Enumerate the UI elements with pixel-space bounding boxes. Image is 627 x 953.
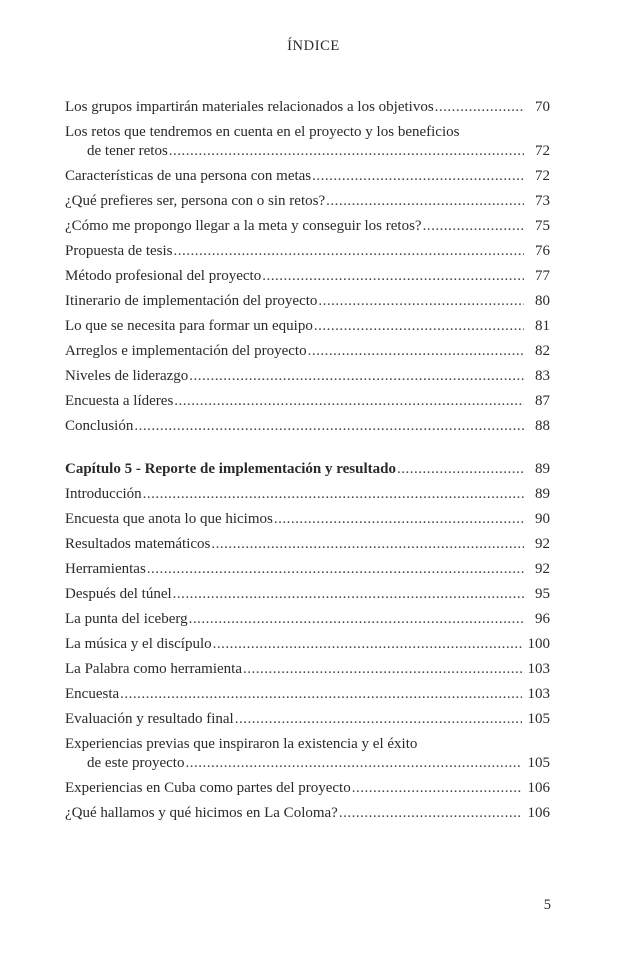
toc-entry <box>65 804 550 823</box>
toc-page-number: 95 <box>535 586 550 602</box>
toc-entry-title: ¿Qué hallamos y qué hicimos en La Coloma? <box>65 805 338 821</box>
toc-page-number: 72 <box>535 143 550 159</box>
dot-leader <box>143 485 524 504</box>
toc-entry-title: de tener retos <box>87 143 168 159</box>
toc-chapter-heading <box>65 460 550 479</box>
toc-entry-title: ¿Qué prefieres ser, persona con o sin retos? <box>65 193 326 209</box>
toc-entry-line <box>65 735 550 754</box>
toc-entry <box>65 417 550 436</box>
dot-leader <box>312 167 524 186</box>
dot-leader <box>211 535 524 554</box>
toc-entry <box>65 535 550 554</box>
toc-entry-title: Introducción <box>65 486 142 502</box>
toc-entry-line <box>65 485 550 504</box>
toc-entry-title: Niveles de liderazgo <box>65 368 189 384</box>
dot-leader <box>134 417 524 436</box>
dot-leader <box>435 98 524 117</box>
toc-entry <box>65 392 550 411</box>
toc-entry <box>65 735 550 773</box>
toc-page-number: 106 <box>527 780 550 796</box>
dot-leader <box>243 660 522 679</box>
dot-leader <box>147 560 524 579</box>
toc-page-number: 75 <box>535 218 550 234</box>
dot-leader <box>173 242 524 261</box>
dot-leader <box>339 804 522 823</box>
toc-page-number: 76 <box>535 243 550 259</box>
dot-leader <box>235 710 522 729</box>
toc-entry <box>65 685 550 704</box>
toc-entry-line <box>65 460 550 479</box>
toc-entry-line <box>65 560 550 579</box>
toc-entry-line <box>65 392 550 411</box>
dot-leader <box>185 754 521 773</box>
toc-entry-line <box>65 510 550 529</box>
toc-entry-line <box>65 192 550 211</box>
toc-entry <box>65 585 550 604</box>
table-of-contents <box>65 98 550 823</box>
toc-page-number: 87 <box>535 393 550 409</box>
dot-leader <box>120 685 521 704</box>
toc-page-number: 83 <box>535 368 550 384</box>
toc-entry-line <box>65 779 550 798</box>
dot-leader <box>308 342 524 361</box>
toc-page-number: 103 <box>527 686 550 702</box>
toc-entry-title: Itinerario de implementación del proyecto <box>65 293 318 309</box>
toc-entry-line <box>65 317 550 336</box>
toc-entry <box>65 167 550 186</box>
toc-page-number: 105 <box>527 755 550 771</box>
toc-entry-line <box>65 754 550 773</box>
toc-entry-title: Arreglos e implementación del proyecto <box>65 343 307 359</box>
toc-entry <box>65 367 550 386</box>
toc-page-number: 77 <box>535 268 550 284</box>
dot-leader <box>352 779 522 798</box>
toc-entry-line <box>65 292 550 311</box>
toc-entry-title: Propuesta de tesis <box>65 243 173 259</box>
dot-leader <box>174 392 524 411</box>
toc-entry-line <box>65 142 550 161</box>
toc-page-number: 81 <box>535 318 550 334</box>
toc-page-number: 103 <box>527 661 550 677</box>
toc-entry <box>65 317 550 336</box>
toc-entry <box>65 123 550 161</box>
toc-page-number: 90 <box>535 511 550 527</box>
toc-page-number: 70 <box>535 99 550 115</box>
toc-entry-title: Evaluación y resultado final <box>65 711 234 727</box>
toc-entry-title: La música y el discípulo <box>65 636 212 652</box>
toc-entry <box>65 192 550 211</box>
toc-entry-line <box>65 635 550 654</box>
toc-entry-line <box>65 660 550 679</box>
toc-entry <box>65 710 550 729</box>
toc-entry-title: Resultados matemáticos <box>65 536 211 552</box>
toc-entry-title: Características de una persona con metas <box>65 168 312 184</box>
toc-page-number: 106 <box>527 805 550 821</box>
dot-leader <box>213 635 522 654</box>
toc-page-number: 105 <box>527 711 550 727</box>
toc-entry-title: Experiencias en Cuba como partes del proyecto <box>65 780 351 796</box>
toc-entry-title: La punta del iceberg <box>65 611 188 627</box>
toc-entry-title: Conclusión <box>65 418 134 434</box>
dot-leader <box>189 367 524 386</box>
toc-entry <box>65 242 550 261</box>
toc-entry-title: Después del túnel <box>65 586 172 602</box>
page-number: 5 <box>543 897 551 913</box>
toc-entry-title: Los grupos impartirán materiales relacionados a los objetivos <box>65 99 434 115</box>
dot-leader <box>318 292 524 311</box>
toc-entry <box>65 217 550 236</box>
dot-leader <box>169 142 524 161</box>
toc-page-number: 92 <box>535 561 550 577</box>
toc-entry <box>65 510 550 529</box>
toc-entry <box>65 98 550 117</box>
toc-entry-title: Lo que se necesita para formar un equipo <box>65 318 313 334</box>
toc-entry-title: ¿Cómo me propongo llegar a la meta y conseguir los retos? <box>65 218 422 234</box>
toc-entry <box>65 660 550 679</box>
toc-entry <box>65 267 550 286</box>
toc-entry-title: Encuesta <box>65 686 120 702</box>
toc-page-number: 72 <box>535 168 550 184</box>
toc-entry-line <box>65 267 550 286</box>
toc-entry-title: Capítulo 5 - Reporte de implementación y resultado <box>65 461 396 477</box>
dot-leader <box>326 192 524 211</box>
toc-entry-line <box>65 167 550 186</box>
dot-leader <box>189 610 524 629</box>
dot-leader <box>314 317 524 336</box>
toc-entry-line <box>65 98 550 117</box>
toc-entry-line <box>65 123 550 142</box>
toc-entry-title: La Palabra como herramienta <box>65 661 242 677</box>
toc-entry-line <box>65 804 550 823</box>
toc-entry-title: de este proyecto <box>87 755 185 771</box>
toc-page-number: 80 <box>535 293 550 309</box>
toc-page-number: 89 <box>535 461 550 477</box>
dot-leader <box>274 510 524 529</box>
toc-entry-line <box>65 417 550 436</box>
toc-entry-line <box>65 535 550 554</box>
toc-entry <box>65 292 550 311</box>
toc-entry-line <box>65 217 550 236</box>
toc-entry-line <box>65 585 550 604</box>
toc-entry <box>65 779 550 798</box>
toc-entry-line <box>65 242 550 261</box>
toc-entry-line <box>65 367 550 386</box>
toc-page-number: 100 <box>527 636 550 652</box>
dot-leader <box>397 460 524 479</box>
toc-entry-title: Método profesional del proyecto <box>65 268 262 284</box>
toc-entry-title: Encuesta que anota lo que hicimos <box>65 511 273 527</box>
toc-entry <box>65 342 550 361</box>
toc-entry <box>65 560 550 579</box>
toc-entry-line <box>65 710 550 729</box>
toc-page-number: 73 <box>535 193 550 209</box>
toc-entry-line <box>65 685 550 704</box>
page-title: ÍNDICE <box>287 38 340 54</box>
toc-page-number: 82 <box>535 343 550 359</box>
toc-entry-title: Los retos que tendremos en cuenta en el proyecto y los beneficios <box>65 124 460 140</box>
toc-entry <box>65 485 550 504</box>
toc-page-number: 96 <box>535 611 550 627</box>
dot-leader <box>262 267 524 286</box>
toc-page-number: 89 <box>535 486 550 502</box>
dot-leader <box>423 217 524 236</box>
toc-entry-title: Encuesta a líderes <box>65 393 174 409</box>
dot-leader <box>173 585 524 604</box>
toc-page-number: 88 <box>535 418 550 434</box>
toc-page-number: 92 <box>535 536 550 552</box>
toc-entry <box>65 610 550 629</box>
toc-entry <box>65 635 550 654</box>
toc-entry-line <box>65 342 550 361</box>
toc-entry-line <box>65 610 550 629</box>
toc-entry-title: Herramientas <box>65 561 146 577</box>
toc-entry-title: Experiencias previas que inspiraron la existencia y el éxito <box>65 736 418 752</box>
